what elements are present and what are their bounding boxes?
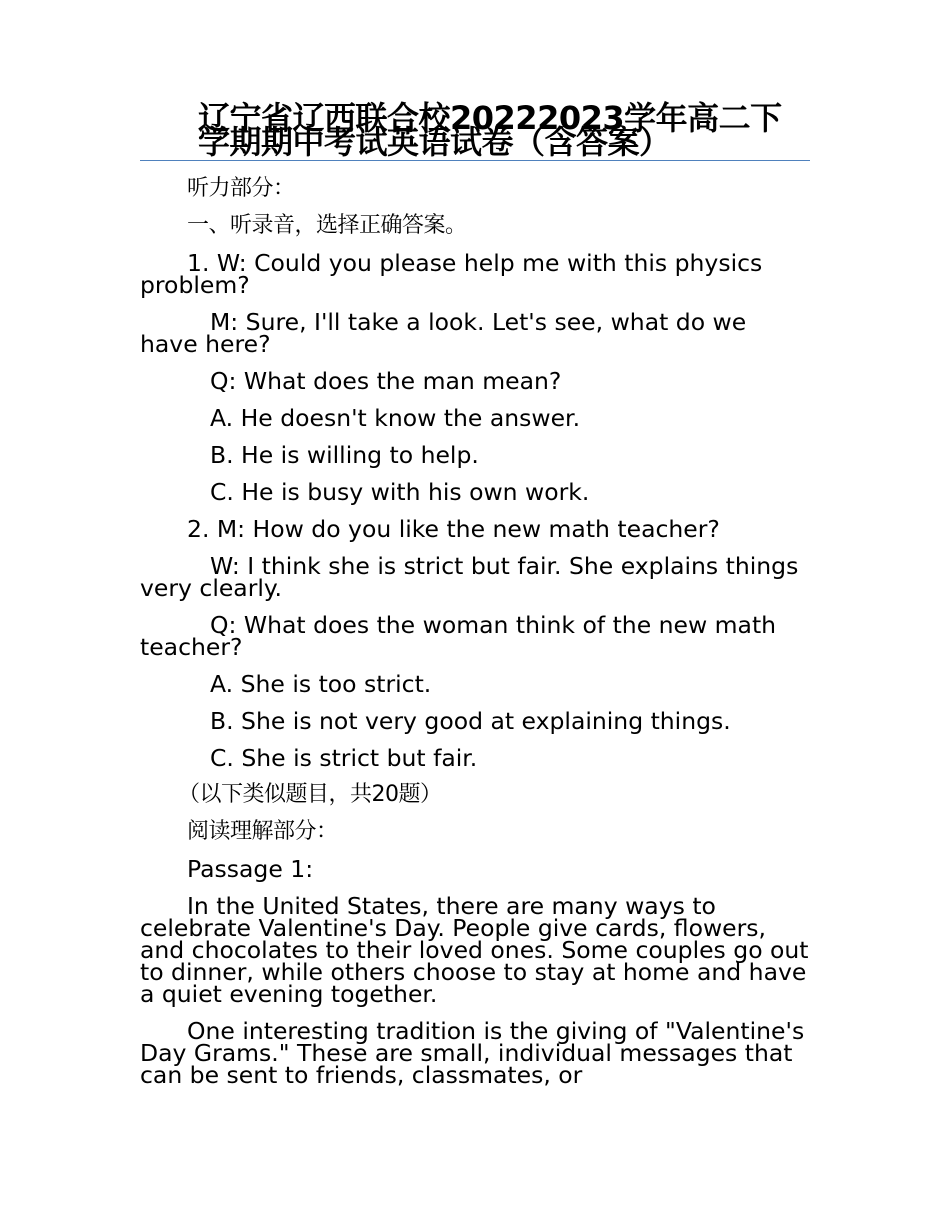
paragraph: M: Sure, I'll take a look. Let's see, what do we have here? xyxy=(140,308,747,358)
paragraph: Passage 1: xyxy=(187,855,314,883)
paragraph: W: I think she is strict but fair. She explains things very clearly. xyxy=(140,552,799,602)
paragraph: B. She is not very good at explaining things. xyxy=(210,707,731,735)
document-title: 辽宁省辽西联合校20222023学年高二下学期期中考试英语试卷（含答案） xyxy=(198,99,782,161)
paragraph: 阅读理解部分： xyxy=(187,819,338,844)
paragraph: A. He doesn't know the answer. xyxy=(210,404,581,432)
paragraph: In the United States, there are many ways to celebrate Valentine's Day. People give cards, flowers, and chocolates to their loved ones. Some couples go out to dinner, while others choose to stay at home and have a quiet evening together. xyxy=(140,892,809,1008)
paragraph: 一、听录音，选择正确答案。 xyxy=(187,213,467,238)
paragraph: Q: What does the man mean? xyxy=(210,367,562,395)
title-underline xyxy=(140,160,810,161)
paragraph: C. She is strict but fair. xyxy=(210,744,478,772)
paragraph: （以下类似题目，共20题） xyxy=(178,782,442,807)
paragraph: C. He is busy with his own work. xyxy=(210,478,590,506)
paragraph: B. He is willing to help. xyxy=(210,441,479,469)
paragraph: A. She is too strict. xyxy=(210,670,432,698)
paragraph: One interesting tradition is the giving of "Valentine's Day Grams." These are small, individual messages that can be sent to friends, classmates, or xyxy=(140,1017,805,1089)
paragraph: Q: What does the woman think of the new math teacher? xyxy=(140,611,777,661)
paragraph: 2. M: How do you like the new math teacher? xyxy=(187,515,720,543)
document-body xyxy=(140,178,810,1101)
paragraph: 1. W: Could you please help me with this physics problem? xyxy=(140,249,763,299)
paragraph: 听力部分： xyxy=(187,176,295,201)
